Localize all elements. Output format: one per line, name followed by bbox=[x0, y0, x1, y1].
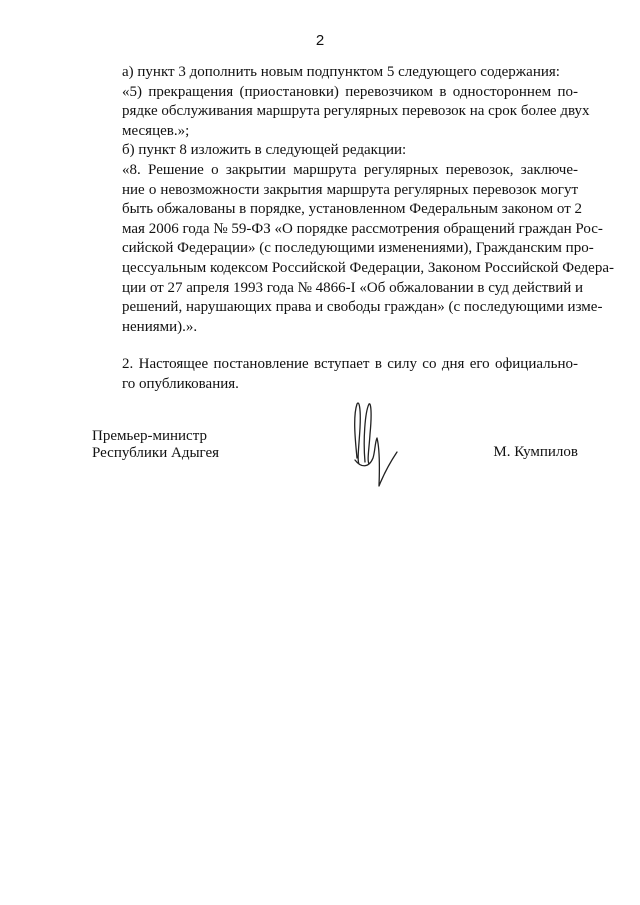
text-line: цессуальным кодексом Российской Федерации, Законом Российской Федера- bbox=[122, 259, 614, 276]
signatory-title-line: Премьер-министр bbox=[92, 428, 207, 444]
text-line: го опубликования. bbox=[122, 375, 239, 392]
text-line: нениями).». bbox=[122, 318, 198, 335]
text-line: рядке обслуживания маршрута регулярных перевозок на срок более двух bbox=[122, 103, 590, 120]
signatory-title-line: Республики Адыгея bbox=[92, 445, 220, 461]
text-line: мая 2006 года № 59-ФЗ «О порядке рассмотрения обращений граждан Рос- bbox=[122, 220, 603, 237]
text-line: «5) прекращения (приостановки) перевозчиком в одностороннем по- bbox=[122, 83, 578, 100]
text-line: решений, нарушающих права и свободы граждан» (с последующими изме- bbox=[122, 299, 603, 316]
page-number: 2 bbox=[315, 32, 325, 49]
text-line: б) пункт 8 изложить в следующей редакции: bbox=[122, 142, 407, 159]
document-body bbox=[92, 63, 614, 395]
text-line: а) пункт 3 дополнить новым подпунктом 5 следующего содержания: bbox=[122, 64, 560, 80]
text-line: 2. Настоящее постановление вступает в силу со дня его официально- bbox=[122, 356, 578, 373]
signatory-title bbox=[92, 428, 219, 462]
text-line: «8. Решение о закрытии маршрута регулярных перевозок, заключе- bbox=[122, 161, 578, 178]
paragraph-b bbox=[92, 141, 578, 161]
text-line: сийской Федерации» (с последующими изменениями), Гражданским про- bbox=[122, 240, 594, 257]
signatory-name: М. Кумпилов bbox=[493, 444, 578, 460]
text-line: месяцев.»; bbox=[122, 122, 190, 139]
paragraph-2-effective-date bbox=[92, 355, 578, 394]
handwritten-signature bbox=[345, 398, 403, 490]
text-line: быть обжалованы в порядке, установленном Федеральным законом от 2 bbox=[122, 201, 582, 218]
text-line: ции от 27 апреля 1993 года № 4866-I «Об обжаловании в суд действий и bbox=[122, 279, 584, 296]
paragraph-subitem-5 bbox=[92, 83, 590, 142]
text-line: ние о невозможности закрытия маршрута регулярных перевозок могут bbox=[122, 181, 578, 198]
paragraph-item-8 bbox=[92, 161, 614, 337]
paragraph-a bbox=[92, 63, 578, 83]
